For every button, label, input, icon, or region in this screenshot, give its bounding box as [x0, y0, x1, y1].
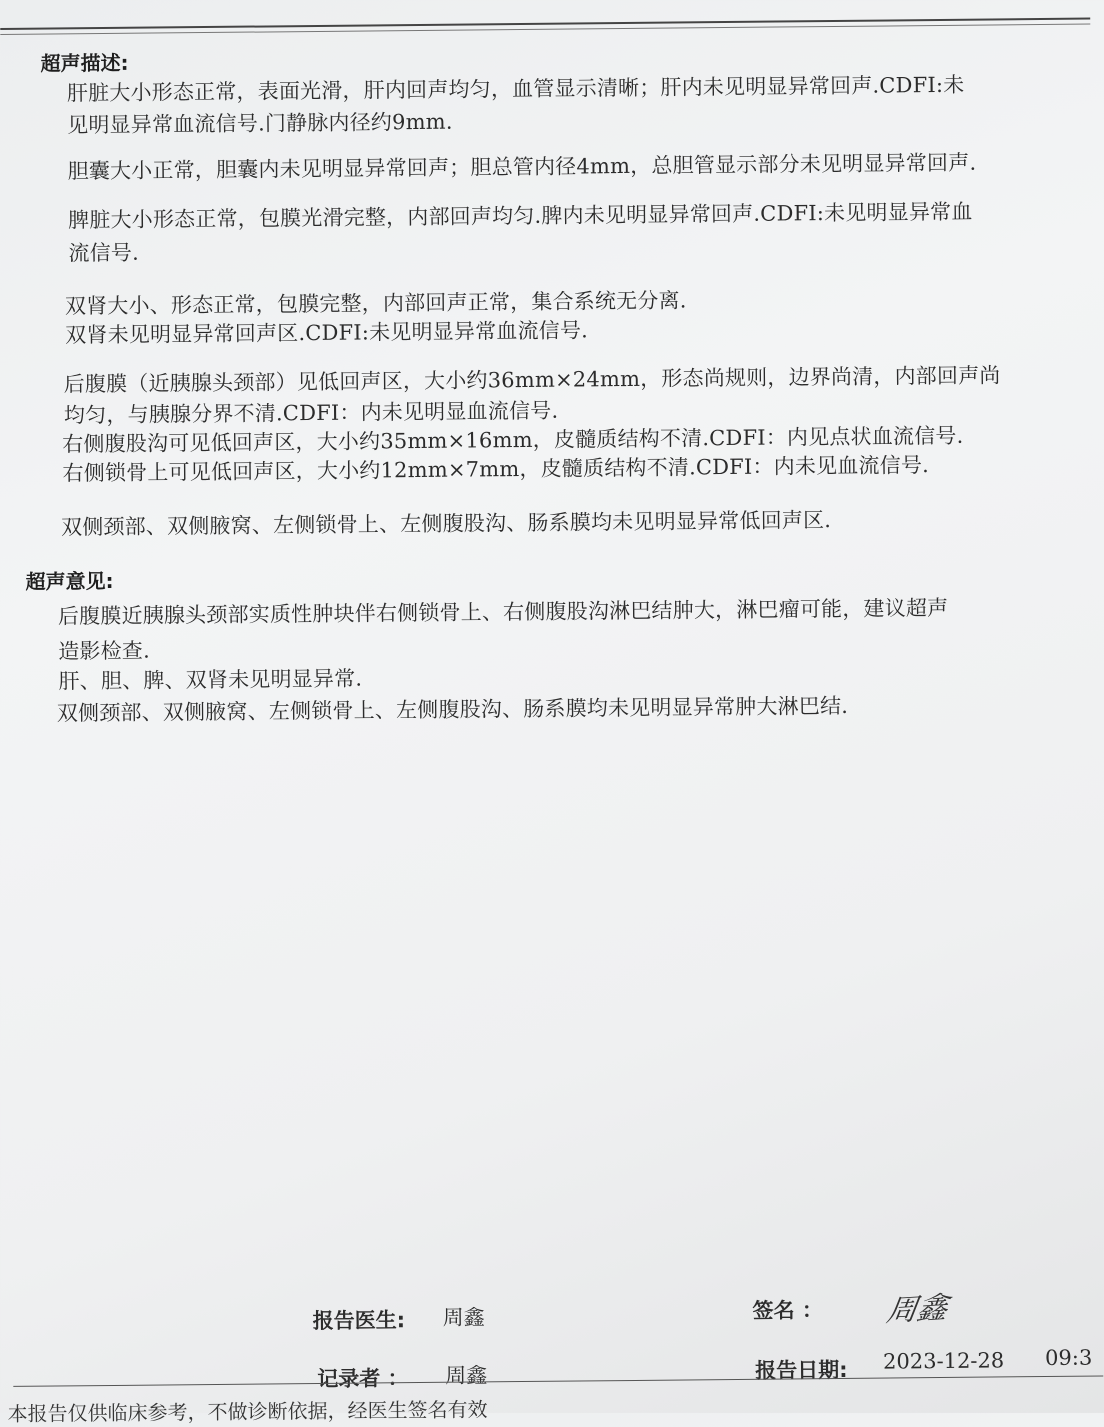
- recorder-label: 记录者 ：: [317, 1366, 409, 1392]
- description-line: 双肾大小、形态正常，包膜完整，内部回声正常，集合系统无分离.: [64, 288, 687, 319]
- bottom-divider: [13, 1375, 1103, 1386]
- opinion-line: 后腹膜近胰腺头颈部实质性肿块伴右侧锁骨上、右侧腹股沟淋巴结肿大，淋巴瘤可能，建议超声: [57, 595, 949, 629]
- description-line: 双侧颈部、双侧腋窝、左侧锁骨上、左侧腹股沟、肠系膜均未见明显异常低回声区.: [60, 508, 832, 540]
- report-time: 09:3: [1044, 1345, 1093, 1371]
- disclaimer-text: 本报告仅供临床参考，不做诊断依据，经医生签名有效: [7, 1397, 488, 1426]
- description-line: 见明显异常血流信号.门静脉内径约9mm.: [67, 109, 453, 138]
- handwritten-signature: 周鑫: [884, 1290, 950, 1330]
- top-divider-thin: [0, 24, 1090, 35]
- report-doctor-label: 报告医生:: [312, 1308, 406, 1334]
- opinion-line: 双侧颈部、双侧腋窝、左侧锁骨上、左侧腹股沟、肠系膜均未见明显异常肿大淋巴结.: [56, 693, 849, 726]
- description-line: 流信号.: [68, 240, 140, 266]
- recorder-name: 周鑫: [445, 1363, 488, 1388]
- description-line: 脾脏大小形态正常，包膜光滑完整，内部回声均匀.脾内未见明显异常回声.CDFI:未见明显异常血: [68, 199, 973, 233]
- signature-label: 签名 ：: [752, 1298, 824, 1323]
- description-line: 胆囊大小正常，胆囊内未见明显异常回声；胆总管内径4mm，总胆管显示部分未见明显异常回声.: [67, 150, 977, 184]
- description-line: 均匀，与胰腺分界不清.CDFI：内未见明显血流信号.: [63, 398, 559, 428]
- report-doctor-name: 周鑫: [442, 1305, 485, 1330]
- opinion-title: 超声意见:: [25, 568, 114, 594]
- report-date-label: 报告日期:: [755, 1357, 848, 1383]
- description-line: 肝脏大小形态正常，表面光滑，肝内回声均匀，血管显示清晰；肝内未见明显异常回声.CDFI:未: [66, 72, 965, 106]
- report-date: 2023-12-28: [882, 1348, 1005, 1374]
- description-line: 右侧锁骨上可见低回声区，大小约12mm×7mm，皮髓质结构不清.CDFI：内未见血流信号.: [62, 453, 930, 486]
- opinion-line: 肝、胆、脾、双肾未见明显异常.: [58, 666, 363, 694]
- description-line: 右侧腹股沟可见低回声区，大小约35mm×16mm，皮髓质结构不清.CDFI：内见点状血流信号.: [62, 423, 964, 457]
- description-line: 双肾未见明显异常回声区.CDFI:未见明显异常血流信号.: [65, 318, 589, 348]
- opinion-line: 造影检查.: [58, 638, 151, 664]
- description-line: 后腹膜（近胰腺头颈部）见低回声区，大小约36mm×24mm，形态尚规则，边界尚清，内部回声尚: [63, 363, 1001, 397]
- description-title: 超声描述:: [40, 50, 129, 76]
